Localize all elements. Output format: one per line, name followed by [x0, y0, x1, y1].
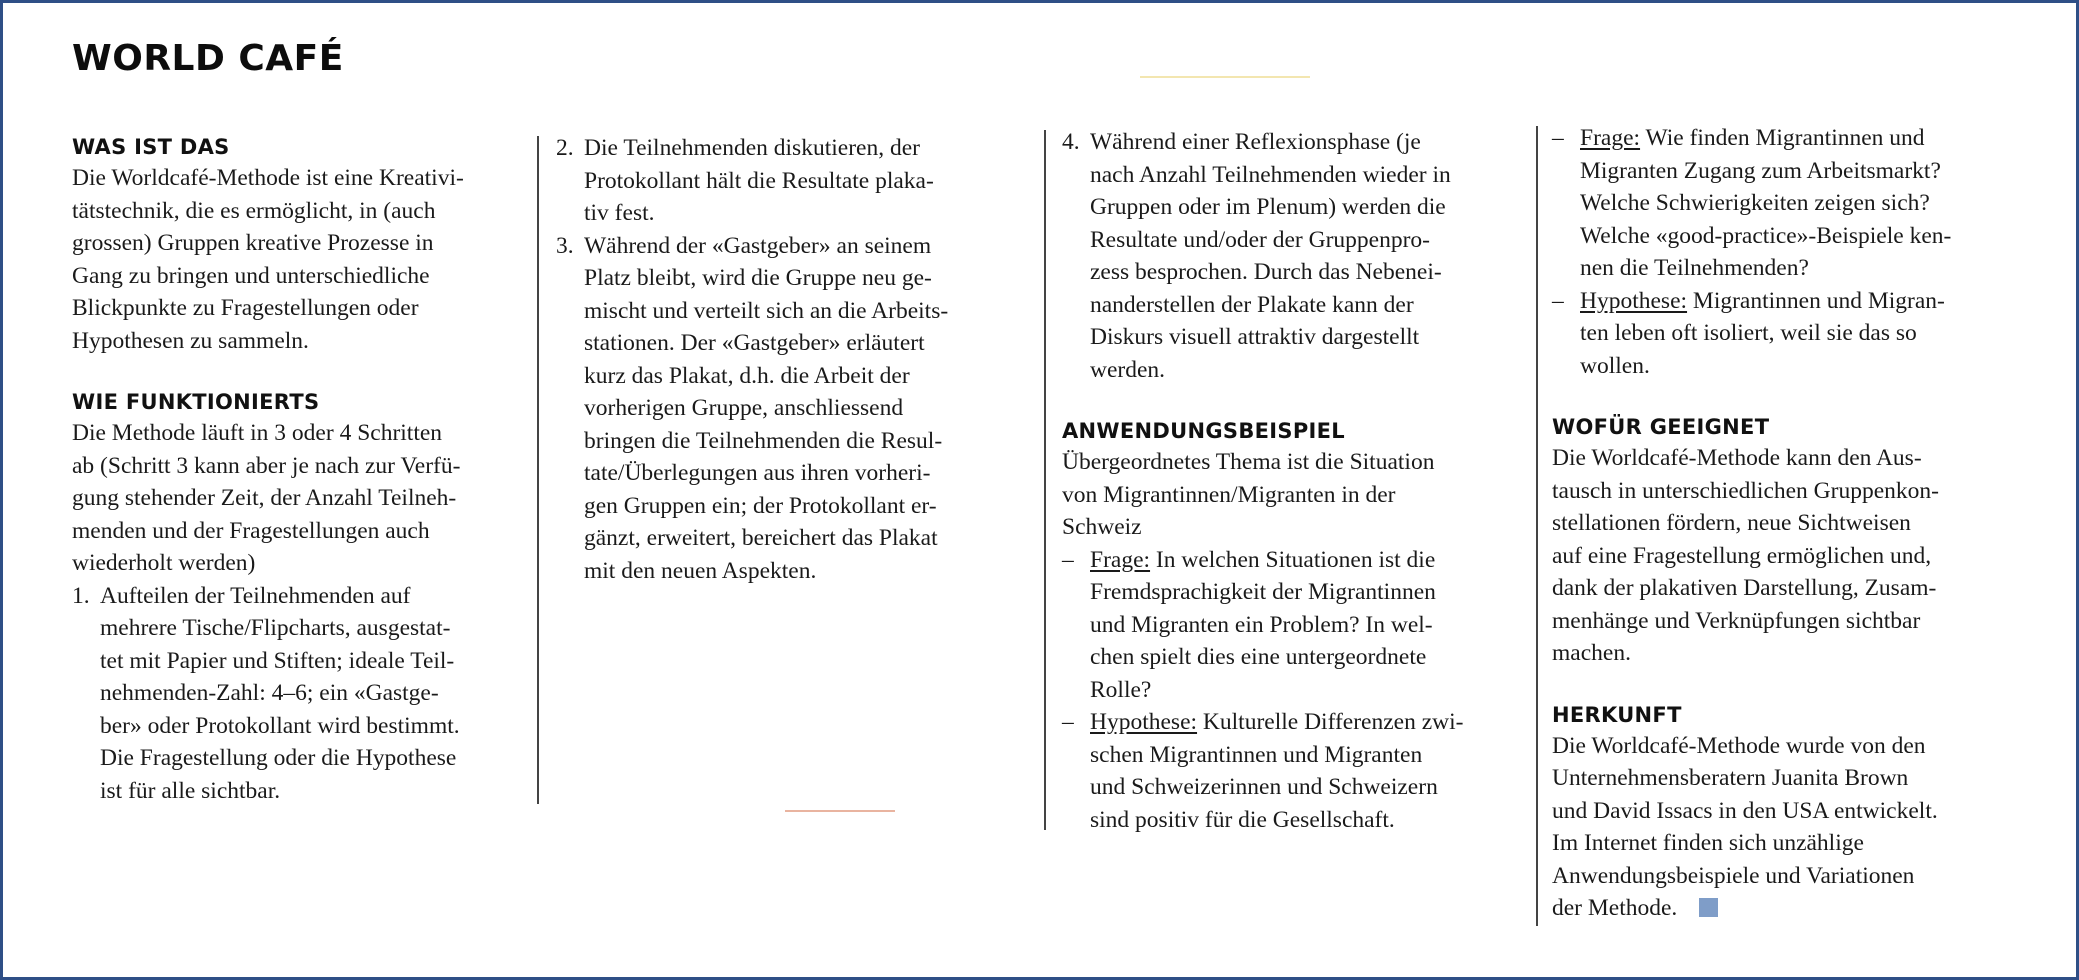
- section-heading-wofuer-geeignet: WOFÜR GEEIGNET: [1552, 415, 1770, 439]
- step-item: 2. Die Teilnehmenden diskutieren, der Protokollant hält die Resultate plaka- tiv fest.: [556, 132, 1011, 230]
- steps-list: [556, 132, 1011, 587]
- step-number: 4.: [1062, 129, 1080, 155]
- example-item: – Frage: In welchen Situationen ist die Fremdsprachigkeit der Migrantinnen und Migranten ein Problem? In wel- chen spielt dies eine untergeordnete Rolle?: [1062, 544, 1517, 707]
- column-divider: [1044, 130, 1046, 830]
- dash-marker: –: [1062, 546, 1074, 573]
- scan-artifact: [785, 810, 895, 812]
- example-item: – Frage: Wie finden Migrantinnen und Migranten Zugang zum Arbeitsmarkt? Welche Schwierigkeiten zeigen sich? Welche «good-practice»-Beispiele ken- nen die Teilnehmenden?: [1552, 122, 2027, 285]
- anwendungsbeispiel-intro: Übergeordnetes Thema ist die Situation von Migrantinnen/Migranten in der Schweiz: [1062, 449, 1435, 540]
- dash-marker: –: [1552, 287, 1564, 314]
- section-heading-was-ist-das: WAS IST DAS: [72, 135, 230, 159]
- was-ist-das-text: Die Worldcafé-Methode ist eine Kreativi- tätstechnik, die es ermöglicht, in (auch grossen) Gruppen kreative Prozesse in Gang zu bringen und unterschiedliche Blickpunkte zu Fragestellungen oder Hypothesen zu sammeln.: [72, 165, 464, 354]
- steps-list: [1062, 126, 1517, 386]
- steps-list: [72, 580, 527, 808]
- step-item: 1. Aufteilen der Teilnehmenden auf mehrere Tische/Flipcharts, ausgestat- tet mit Papier und Stiften; ideale Teil- nehmenden-Zahl: 4–6; ein «Gastge- ber» oder Protokollant wird bestimmt. Die Fragestellung oder die Hypothese ist für alle sichtbar.: [72, 580, 527, 808]
- step-number: 1.: [72, 582, 90, 609]
- example-list: [1062, 544, 1517, 837]
- column-1: [72, 132, 527, 807]
- dash-marker: –: [1552, 125, 1564, 151]
- example-label: Hypothese:: [1580, 287, 1688, 314]
- section-heading-wie-funktionierts: WIE FUNKTIONIERTS: [72, 390, 320, 414]
- end-square-icon: [1699, 898, 1718, 917]
- step-item: 3. Während der «Gastgeber» an seinem Platz bleibt, wird die Gruppe neu ge- mischt und verteilt sich an die Arbeits- stationen. Der «Gastgeber» erläutert kurz das Plakat, d.h. die Arbeit der vorherigen Gruppe, anschliessend bringen die Teilnehmenden die Resul- tate/Überlegungen aus ihren vorheri- gen Gruppen ein; der Protokollant er- gänzt, erweitert, bereichert das Plakat mit den neuen Aspekten.: [556, 230, 1011, 588]
- column-3: [1062, 126, 1517, 836]
- step-number: 2.: [556, 135, 574, 161]
- page-title: WORLD CAFÉ: [72, 38, 344, 79]
- column-4: [1552, 122, 2027, 925]
- example-list: [1552, 122, 2027, 382]
- wofuer-geeignet-text: Die Worldcafé-Methode kann den Aus- tausch in unterschiedlichen Gruppenkon- stellationen fördern, neue Sichtweisen auf eine Fragestellung ermöglichen und, dank der plakativen Darstellung, Zusam- menhänge und Verknüpfungen sichtbar machen.: [1552, 445, 1939, 666]
- herkunft-text: Die Worldcafé-Methode wurde von den Unternehmensberatern Juanita Brown und David Issacs in den USA entwickelt. Im Internet finden sich unzählige Anwendungsbeispiele und Variationen der Methode.: [1552, 732, 1938, 921]
- step-number: 3.: [556, 232, 574, 259]
- example-label: Hypothese:: [1090, 709, 1198, 735]
- section-heading-anwendungsbeispiel: ANWENDUNGSBEISPIEL: [1062, 419, 1345, 443]
- column-2: [556, 132, 1011, 587]
- scan-artifact: [1140, 76, 1310, 78]
- section-heading-herkunft: HERKUNFT: [1552, 702, 1682, 727]
- example-item: – Hypothese: Kulturelle Differenzen zwi- schen Migrantinnen und Migranten und Schweizerinnen und Schweizern sind positiv für die Gesellschaft.: [1062, 706, 1517, 836]
- step-item: 4. Während einer Reflexionsphase (je nach Anzahl Teilnehmenden wieder in Gruppen oder im Plenum) werden die Resultate und/oder der Gruppenpro- zess besprochen. Durch das Nebenei- nanderstellen der Plakate kann der Diskurs visuell attraktiv dargestellt werden.: [1062, 126, 1517, 386]
- wie-funktionierts-intro: Die Methode läuft in 3 oder 4 Schritten ab (Schritt 3 kann aber je nach zur Verfü- gung stehender Zeit, der Anzahl Teilneh- menden und der Fragestellungen auch wiederholt werden): [72, 420, 461, 576]
- example-label: Frage:: [1580, 125, 1641, 151]
- example-item: – Hypothese: Migrantinnen und Migran- ten leben oft isoliert, weil sie das so wollen.: [1552, 285, 2027, 383]
- dash-marker: –: [1062, 709, 1074, 735]
- column-divider: [537, 136, 539, 804]
- example-label: Frage:: [1090, 546, 1151, 573]
- column-divider: [1536, 126, 1538, 926]
